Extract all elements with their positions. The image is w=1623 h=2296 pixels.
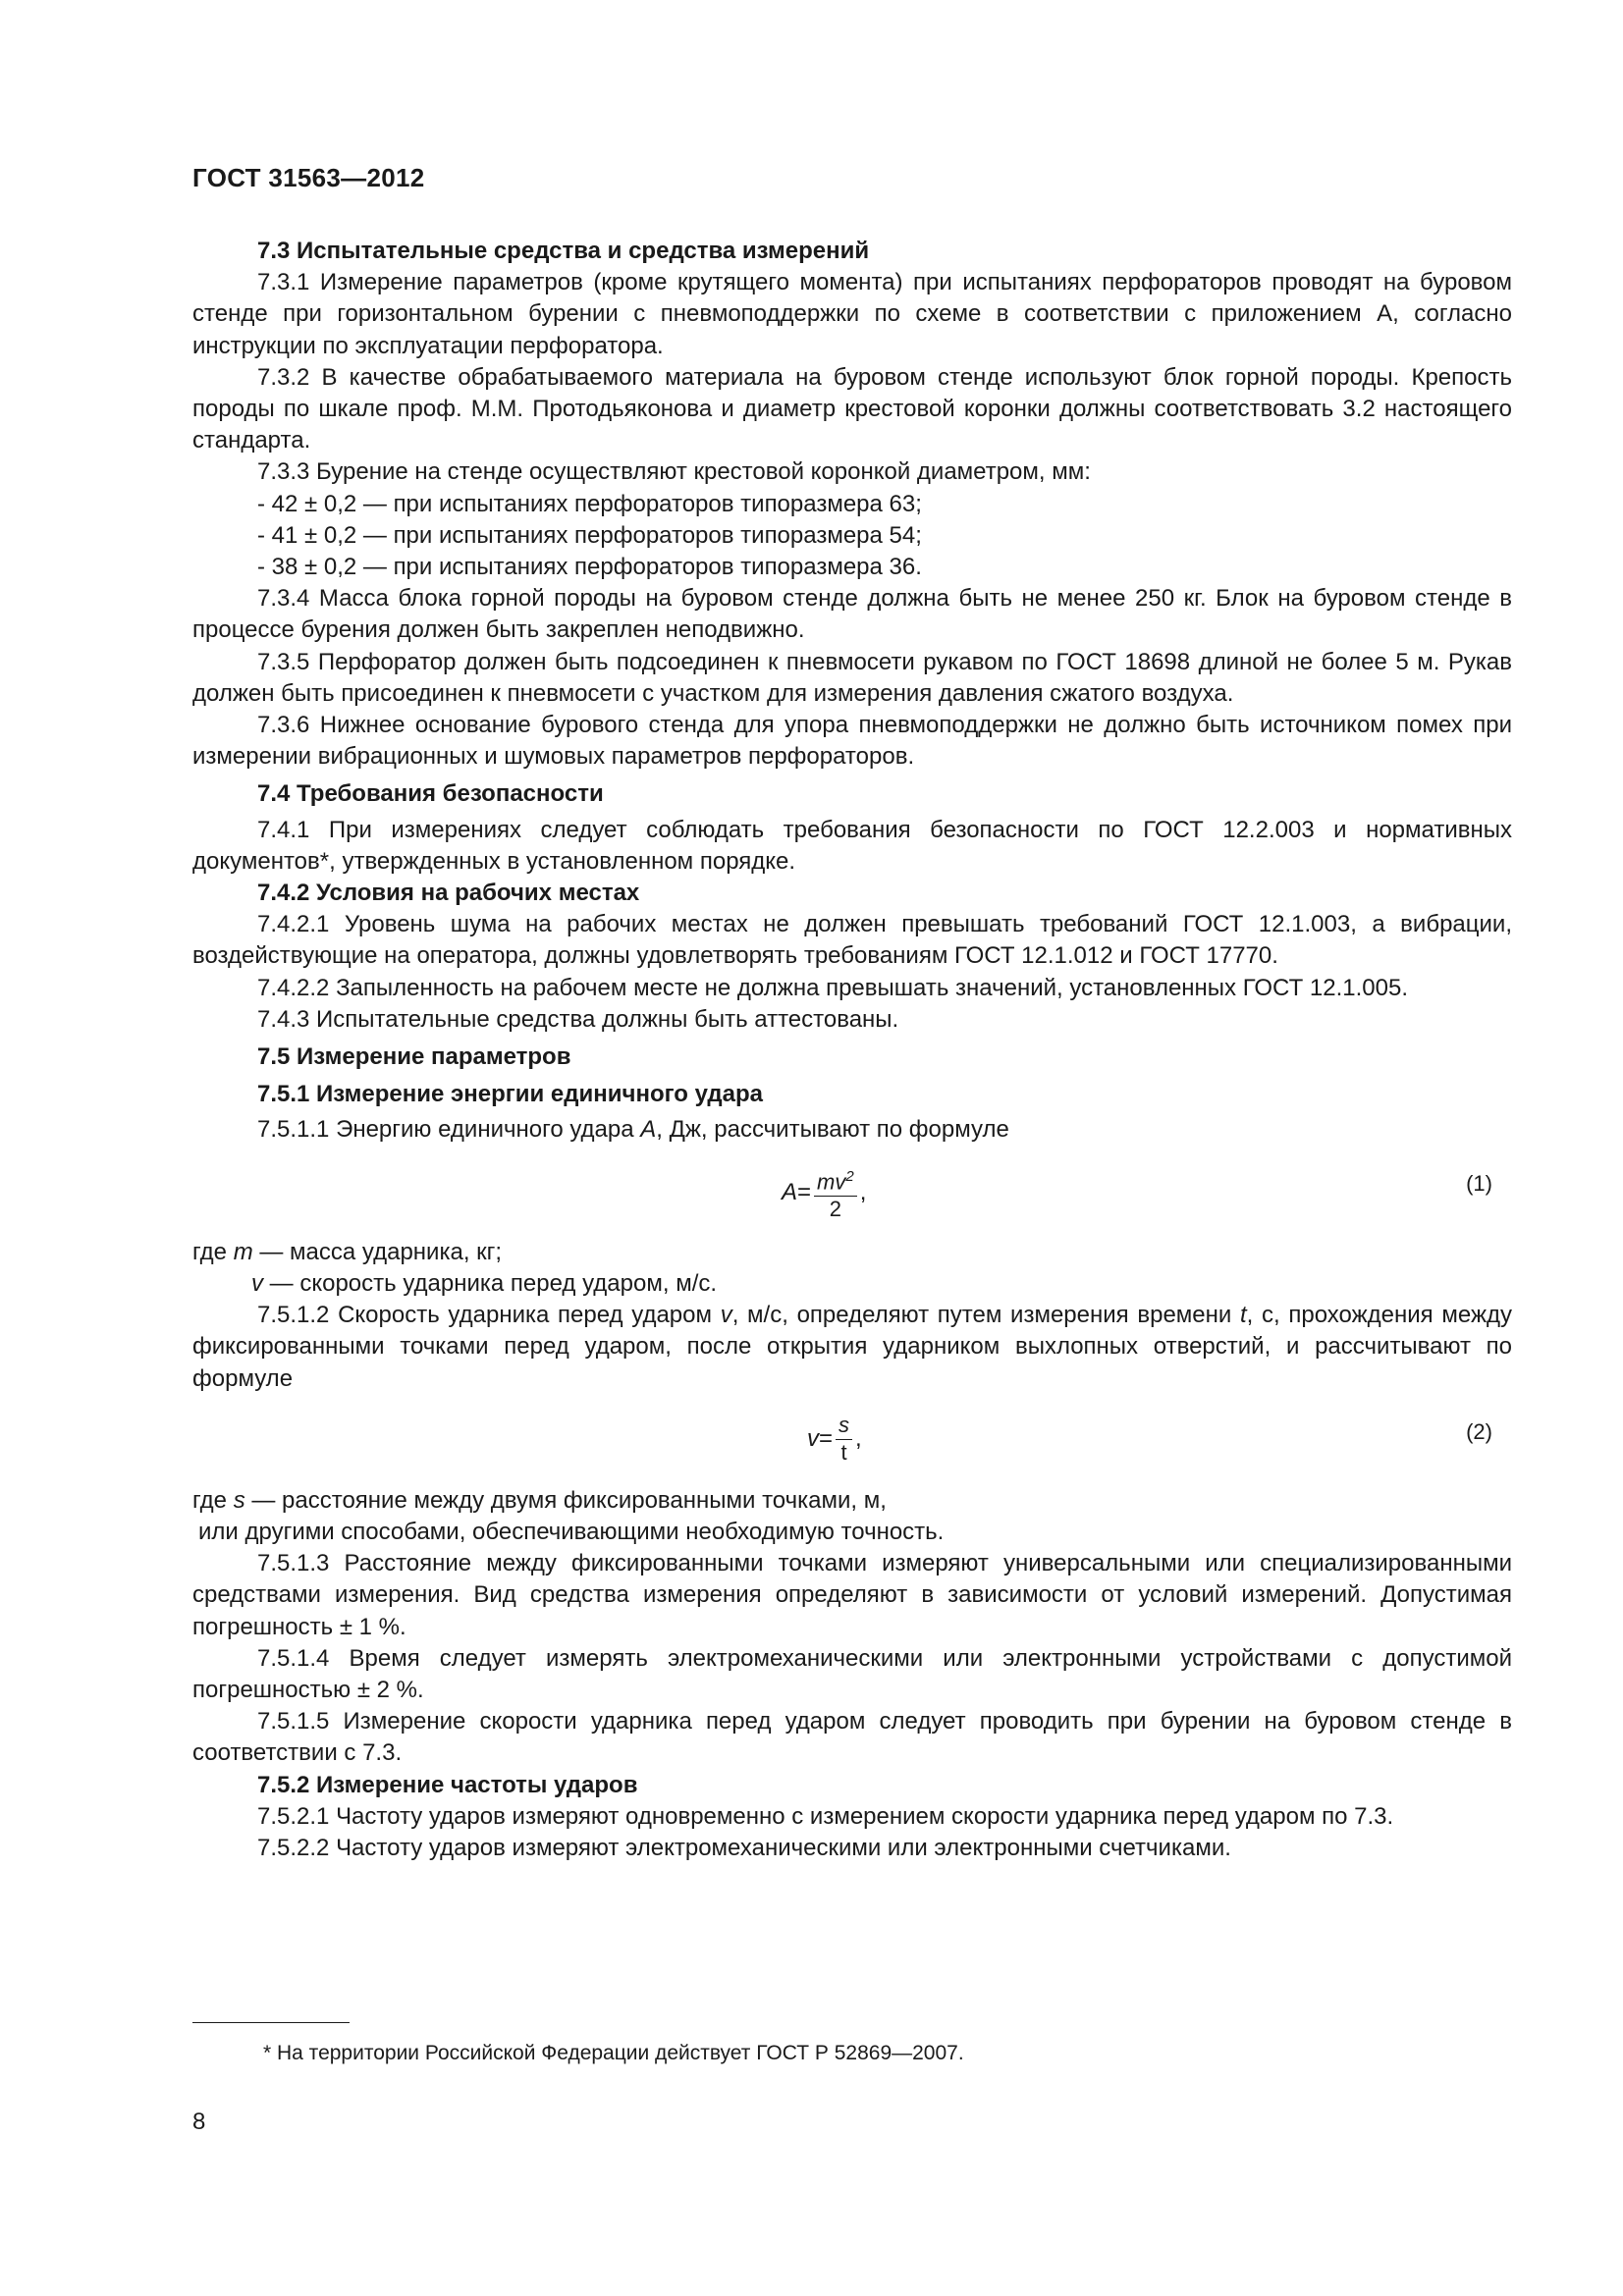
paragraph-7-5-1-2: 7.5.1.2 Скорость ударника перед ударом v, м/с, определяют путем измерения времени t, с, прохождения между фиксированными точками перед ударом, после открытия ударником выхлопных отверстий, и рассчитывают по формуле	[192, 1302, 1513, 1392]
paragraph-7-4-3: 7.4.3 Испытательные средства должны быть аттестованы.	[257, 1005, 899, 1033]
paragraph-7-5-2-1: 7.5.2.1 Частоту ударов измеряют одновременно с измерением скорости ударника перед ударом по 7.3.	[257, 1802, 1394, 1830]
section-7-5-1-title: 7.5.1 Измерение энергии единичного удара	[257, 1081, 763, 1108]
formula-1-expression: A = $\frac{mv^2}{2}$ ,	[782, 1164, 866, 1222]
paragraph-7-4-2-2: 7.4.2.2 Запыленность на рабочем месте не должна превышать значений, установленных ГОСТ 12.1.005.	[257, 974, 1408, 1001]
list-item: - 38 ± 0,2 — при испытаниях перфораторов типоразмера 36.	[257, 554, 922, 581]
section-7-4-2-title: 7.4.2 Условия на рабочих местах	[257, 880, 640, 907]
paragraph-7-5-2-2: 7.5.2.2 Частоту ударов измеряют электромеханическими или электронными счетчиками.	[257, 1834, 1231, 1861]
paragraph-7-5-1-1: 7.5.1.1 Энергию единичного удара A, Дж, рассчитывают по формуле	[257, 1116, 1009, 1144]
formula-1-number: (1)	[1466, 1170, 1492, 1196]
paragraph-7-3-6: 7.3.6 Нижнее основание бурового стенда для упора пневмоподдержки не должно быть источником помех при измерении вибрационных и шумовых параметров перфораторов.	[192, 712, 1512, 771]
section-7-5-title: 7.5 Измерение параметров	[257, 1043, 571, 1071]
formula-1	[192, 1154, 1512, 1231]
paragraph-7-5-1-4: 7.5.1.4 Время следует измерять электромеханическими или электронными устройствами с допустимой погрешностью ± 2 %.	[192, 1644, 1512, 1703]
paragraph-7-4-1: 7.4.1 При измерениях следует соблюдать требования безопасности по ГОСТ 12.2.003 и нормативных документов*, утвержденных в установленном порядке.	[192, 816, 1512, 875]
page-number: 8	[192, 2109, 206, 2135]
paragraph-7-3-4: 7.3.4 Масса блока горной породы на буровом стенде должна быть не менее 250 кг. Блок на буровом стенде в процессе бурения должен быть закреплен неподвижно.	[192, 585, 1512, 644]
where-s: где s — расстояние между двумя фиксированными точками, м,	[192, 1486, 887, 1514]
document-body	[192, 236, 1512, 1864]
list-item: - 42 ± 0,2 — при испытаниях перфораторов типоразмера 63;	[257, 490, 922, 517]
where-m: где m — масса ударника, кг;	[192, 1238, 503, 1265]
paragraph-7-3-1: 7.3.1 Измерение параметров (кроме крутящего момента) при испытаниях перфораторов проводят на буровом стенде при горизонтальном бурении с пневмоподдержки по схеме в соответствии с приложением А, согласно инструкции по эксплуатации перфоратора.	[192, 269, 1512, 359]
section-7-5-2-title: 7.5.2 Измерение частоты ударов	[257, 1771, 638, 1798]
list-item: - 41 ± 0,2 — при испытаниях перфораторов типоразмера 54;	[257, 521, 922, 549]
footnote-divider	[192, 2022, 350, 2023]
formula-2	[192, 1403, 1512, 1479]
paragraph-7-3-2: 7.3.2 В качестве обрабатываемого материала на буровом стенде используют блок горной породы. Крепость породы по шкале проф. М.М. Протодьяконова и диаметр крестовой коронки должны соответствовать 3.2 настоящего стандарта.	[192, 363, 1512, 454]
formula-2-number: (2)	[1466, 1418, 1492, 1444]
where-other-methods: или другими способами, обеспечивающими необходимую точность.	[198, 1518, 945, 1545]
document-header: ГОСТ 31563—2012	[192, 163, 425, 192]
formula-2-expression: v = $\frac{s}{t}$ ,	[807, 1412, 862, 1465]
paragraph-7-5-1-3: 7.5.1.3 Расстояние между фиксированными точками измеряют универсальными или специализированными средствами измерения. Вид средства измерения определяют в зависимости от условий измерений. Допустимая погрешность ± 1 %.	[192, 1550, 1512, 1640]
paragraph-7-3-3: 7.3.3 Бурение на стенде осуществляют крестовой коронкой диаметром, мм:	[257, 458, 1091, 486]
section-7-4-title: 7.4 Требования безопасности	[257, 780, 604, 808]
section-7-3-title: 7.3 Испытательные средства и средства измерений	[257, 238, 870, 264]
footnote: * На территории Российской Федерации действует ГОСТ Р 52869—2007.	[263, 2042, 964, 2064]
paragraph-7-5-1-5: 7.5.1.5 Измерение скорости ударника перед ударом следует проводить при бурении на буровом стенде в соответствии с 7.3.	[192, 1708, 1512, 1767]
where-v: v — скорость ударника перед ударом, м/с.	[251, 1269, 718, 1297]
paragraph-7-3-5: 7.3.5 Перфоратор должен быть подсоединен к пневмосети рукавом по ГОСТ 18698 длиной не более 5 м. Рукав должен быть присоединен к пневмосети с участком для измерения давления сжатого воздуха.	[192, 648, 1512, 707]
paragraph-7-4-2-1: 7.4.2.1 Уровень шума на рабочих местах не должен превышать требований ГОСТ 12.1.003, а вибрации, воздействующие на оператора, должны удовлетворять требованиям ГОСТ 12.1.012 и ГОСТ 17770.	[192, 911, 1512, 970]
